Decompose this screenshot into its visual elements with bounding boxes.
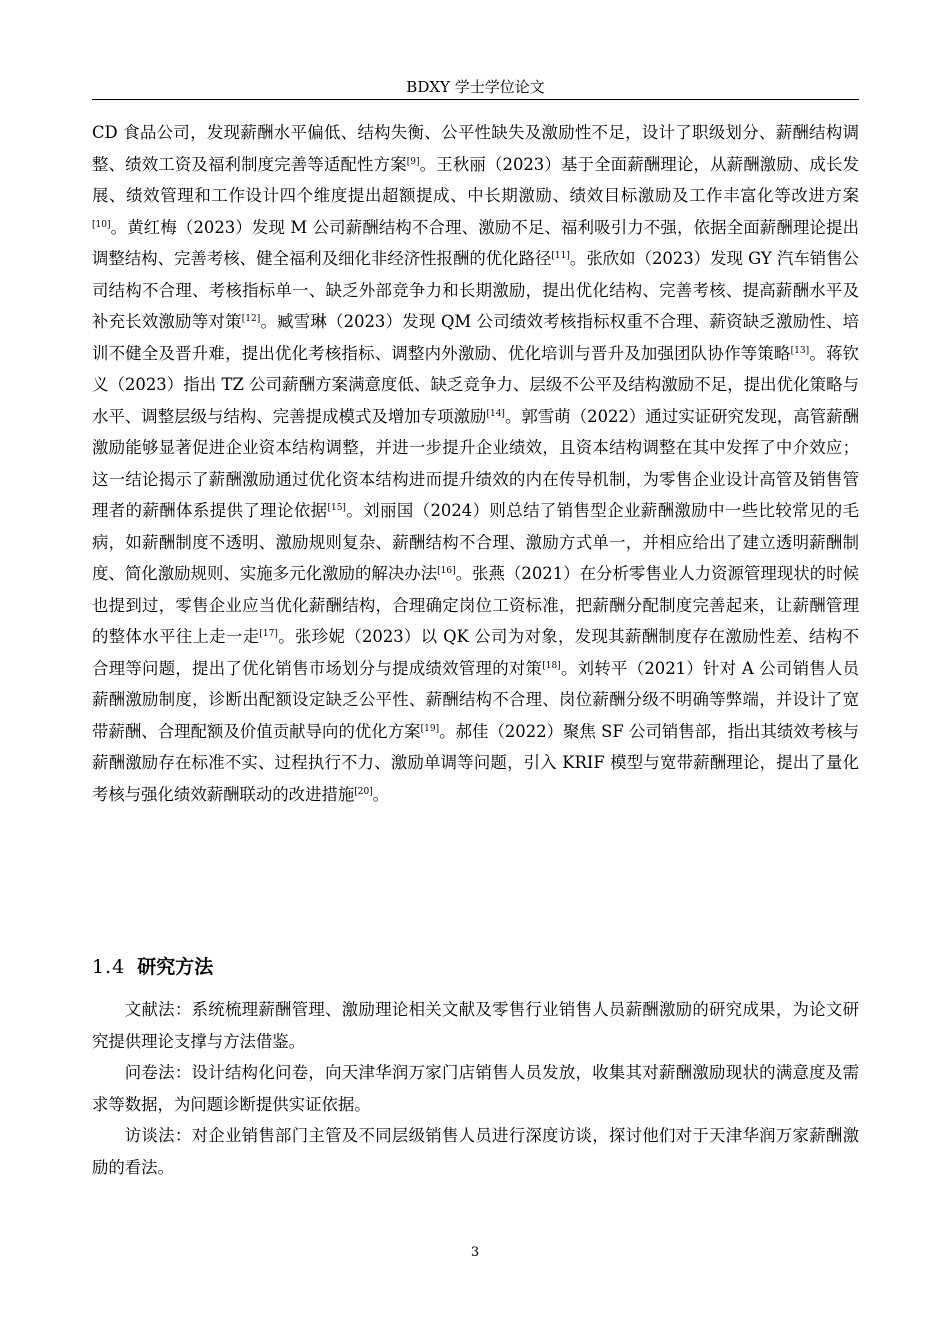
literature-review-paragraph (92, 117, 859, 810)
literature-segment: CD 食品公司，发现薪酬水平偏低、结构失衡、公平性缺失及激励性不足，设计了职级划分、薪酬结构调整、绩效工资及福利制度完善等适配性方案 (92, 123, 859, 174)
literature-segment: 。刘丽国（2024）则总结了销售型企业薪酬激励中一些比较常见的毛病，如薪酬制度不透明、激励规则复杂、薪酬结构不合理、激励方式单一，并相应给出了建立透明薪酬制度、简化激励规则、实施多元化激励的解决办法 (92, 501, 860, 583)
literature-segment: 。郝佳（2022）聚焦 SF 公司销售部，指出其绩效考核与薪酬激励存在标准不实、过程执行不力、激励单调等问题，引入 KRIF 模型与宽带薪酬理论，提出了量化考核与强化绩效薪酬联动的改进措施 (92, 721, 860, 804)
section-number: 1.4 (92, 956, 126, 978)
page-number: 3 (470, 1245, 480, 1260)
literature-segment: 。张燕（2021）在分析零售业人力资源管理现状的时候也提到过，零售企业应当优化薪酬结构，合理确定岗位工资标准，把薪酬分配制度完善起来，让薪酬管理的整体水平往上走一走 (92, 564, 859, 646)
literature-segment: 。 (372, 784, 390, 804)
citation-ref: [15] (327, 503, 346, 513)
section-heading (92, 953, 213, 981)
citation-ref: [17] (259, 629, 278, 639)
literature-segment: 。王秋丽（2023）基于全面薪酬理论，从薪酬激励、成长发展、绩效管理和工作设计四个维度提出超额提成、中长期激励、绩效目标激励及工作丰富化等改进方案 (92, 154, 859, 205)
literature-segment: 。臧雪琳（2023）发现 QM 公司绩效考核指标权重不合理、薪资缺乏激励性、培训不健全及晋升难，提出优化考核指标、调整内外激励、优化培训与晋升及加强团队协作等策略 (92, 312, 860, 363)
running-header: BDXY 学士学位论文 (406, 78, 545, 96)
literature-segment: 。黄红梅（2023）发现 M 公司薪酬结构不合理、激励不足、福利吸引力不强，依据全面薪酬理论提出调整结构、完善考核、健全福利及细化非经济性报酬的优化路径 (92, 217, 859, 268)
method-paragraph-questionnaire: 问卷法：设计结构化问卷，向天津华润万家门店销售人员发放，收集其对薪酬激励现状的满意度及需求等数据，为问题诊断提供实证依据。 (92, 1063, 859, 1114)
citation-ref: [9] (406, 156, 420, 167)
literature-segment: 。刘转平（2021）针对 A 公司销售人员薪酬激励制度，诊断出配额设定缺乏公平性、薪酬结构不合理、岗位薪酬分级不明确等弊端，并设计了宽带薪酬、合理配额及价值贡献导向的优化方案 (92, 658, 859, 741)
method-paragraph-interview: 访谈法：对企业销售部门主管及不同层级销售人员进行深度访谈，探讨他们对于天津华润万家薪酬激励的看法。 (92, 1126, 859, 1177)
citation-ref: [14] (486, 408, 505, 419)
citation-ref: [13] (790, 345, 810, 356)
citation-ref: [20] (354, 786, 373, 797)
citation-ref: [11] (551, 251, 570, 261)
literature-segment: 。郭雪萌（2022）通过实证研究发现，高管薪酬激励能够显著促进企业资本结构调整，并进一步提升企业绩效，且资本结构调整在其中发挥了中介效应；这一结论揭示了薪酬激励通过优化资本结构进而提升绩效的内在传导机制，为零售企业设计高管及销售管理者的薪酬体系提供了理论依据 (92, 406, 859, 520)
section-title-text: 研究方法 (137, 956, 214, 978)
methods-list (92, 994, 859, 1183)
method-paragraph-literature: 文献法：系统梳理薪酬管理、激励理论相关文献及零售行业销售人员薪酬激励的研究成果，为论文研究提供理论支撑与方法借鉴。 (92, 1000, 859, 1051)
citation-ref: [19] (420, 723, 440, 734)
citation-ref: [18] (542, 660, 561, 671)
header-rule (92, 99, 859, 100)
citation-ref: [12] (241, 314, 261, 324)
citation-ref: [16] (437, 566, 456, 576)
literature-segment: 。张珍妮（2023）以 QK 公司为对象，发现其薪酬制度存在激励性差、结构不合理等问题，提出了优化销售市场划分与提成绩效管理的对策 (92, 627, 859, 678)
literature-segment: 。张欣如（2023）发现 GY 汽车销售公司结构不合理、考核指标单一、缺乏外部竞争力和长期激励，提出优化结构、完善考核、提高薪酬水平及补充长效激励等对策 (92, 249, 859, 331)
citation-ref: [10] (92, 219, 111, 230)
literature-segment: 。蒋钦义（2023）指出 TZ 公司薪酬方案满意度低、缺乏竞争力、层级不公平及结构激励不足，提出优化策略与水平、调整层级与结构、完善提成模式及增加专项激励 (92, 343, 860, 426)
